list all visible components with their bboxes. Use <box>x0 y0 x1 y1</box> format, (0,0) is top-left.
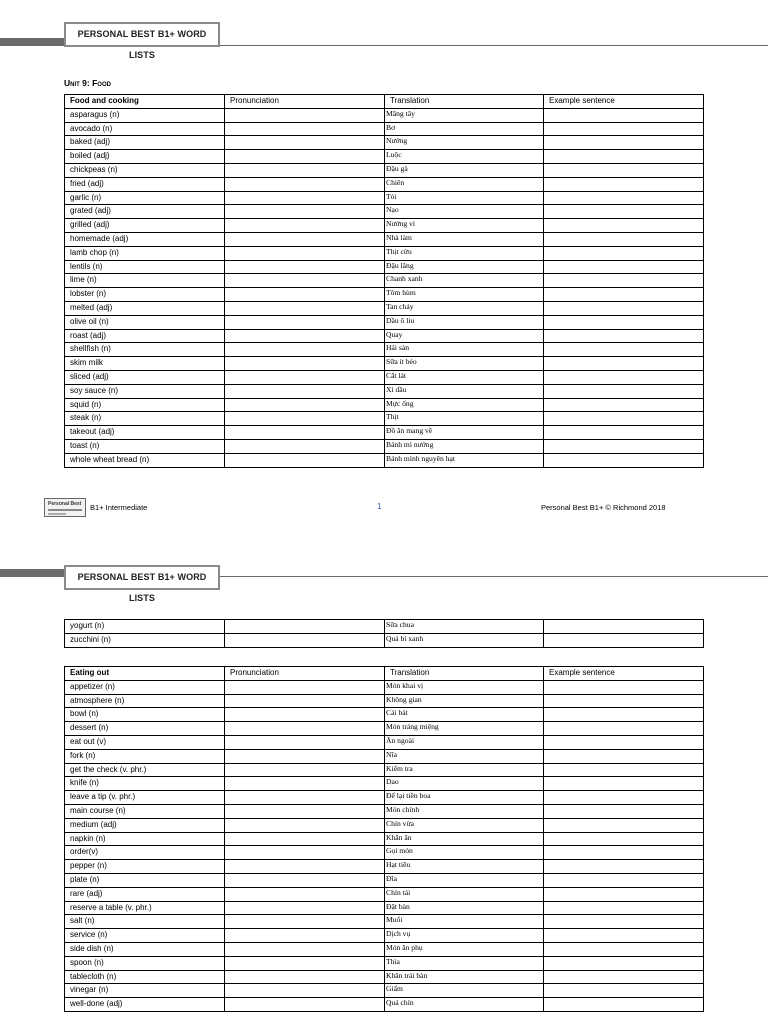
table-row <box>65 832 704 846</box>
word-cell: well-done (adj) <box>65 998 225 1012</box>
word-cell: spoon (n) <box>65 956 225 970</box>
word-cell: baked (adj) <box>65 136 225 150</box>
table-row <box>65 694 704 708</box>
column-header-translation: Translation <box>385 95 544 109</box>
word-cell: lobster (n) <box>65 288 225 302</box>
example-sentence-cell <box>544 246 704 260</box>
word-cell: melted (adj) <box>65 301 225 315</box>
example-sentence-cell <box>544 357 704 371</box>
translation-cell: Khăn trải bàn <box>385 970 544 984</box>
word-cell: lentils (n) <box>65 260 225 274</box>
example-sentence-cell <box>544 970 704 984</box>
pronunciation-cell <box>225 370 385 384</box>
table-row <box>65 163 704 177</box>
table-row <box>65 219 704 233</box>
example-sentence-cell <box>544 370 704 384</box>
example-sentence-cell <box>544 343 704 357</box>
logo-text: Personal Best <box>48 501 82 507</box>
pronunciation-cell <box>225 301 385 315</box>
table-row <box>65 274 704 288</box>
table-row <box>65 749 704 763</box>
example-sentence-cell <box>544 846 704 860</box>
table-row <box>65 929 704 943</box>
example-sentence-cell <box>544 384 704 398</box>
word-cell: service (n) <box>65 929 225 943</box>
translation-cell: Món chính <box>385 804 544 818</box>
translation-cell: Món tráng miệng <box>385 722 544 736</box>
translation-cell: Sữa ít béo <box>385 357 544 371</box>
example-sentence-cell <box>544 956 704 970</box>
table-row <box>65 384 704 398</box>
example-sentence-cell <box>544 274 704 288</box>
column-header-word: Eating out <box>65 667 225 681</box>
translation-cell: Quá chín <box>385 998 544 1012</box>
pronunciation-cell <box>225 998 385 1012</box>
example-sentence-cell <box>544 633 704 647</box>
table-row <box>65 453 704 467</box>
word-cell: shellfish (n) <box>65 343 225 357</box>
example-sentence-cell <box>544 873 704 887</box>
example-sentence-cell <box>544 191 704 205</box>
translation-cell: Để lại tiền boa <box>385 791 544 805</box>
word-cell: medium (adj) <box>65 818 225 832</box>
page-title: PERSONAL BEST B1+ WORD LISTS <box>64 22 220 47</box>
example-sentence-cell <box>544 818 704 832</box>
example-sentence-cell <box>544 301 704 315</box>
translation-cell: Cắt lát <box>385 370 544 384</box>
pronunciation-cell <box>225 163 385 177</box>
example-sentence-cell <box>544 232 704 246</box>
example-sentence-cell <box>544 832 704 846</box>
translation-cell: Bánh mì nướng <box>385 439 544 453</box>
translation-cell: Xì dầu <box>385 384 544 398</box>
example-sentence-cell <box>544 288 704 302</box>
word-cell: fork (n) <box>65 749 225 763</box>
pronunciation-cell <box>225 832 385 846</box>
pronunciation-cell <box>225 929 385 943</box>
translation-cell: Gọi món <box>385 846 544 860</box>
translation-cell: Dịch vụ <box>385 929 544 943</box>
word-cell: steak (n) <box>65 412 225 426</box>
word-cell: salt (n) <box>65 915 225 929</box>
word-cell: knife (n) <box>65 777 225 791</box>
table-row <box>65 288 704 302</box>
example-sentence-cell <box>544 205 704 219</box>
example-sentence-cell <box>544 453 704 467</box>
word-cell: get the check (v. phr.) <box>65 763 225 777</box>
word-cell: lime (n) <box>65 274 225 288</box>
table-row <box>65 956 704 970</box>
word-cell: lamb chop (n) <box>65 246 225 260</box>
table-row <box>65 260 704 274</box>
translation-cell: Không gian <box>385 694 544 708</box>
column-header-pronunciation: Pronunciation <box>225 95 385 109</box>
table-row <box>65 122 704 136</box>
translation-cell: Bơ <box>385 122 544 136</box>
example-sentence-cell <box>544 412 704 426</box>
translation-cell: Chiên <box>385 177 544 191</box>
example-sentence-cell <box>544 329 704 343</box>
pronunciation-cell <box>225 136 385 150</box>
translation-cell: Tan chảy <box>385 301 544 315</box>
pronunciation-cell <box>225 357 385 371</box>
example-sentence-cell <box>544 929 704 943</box>
pronunciation-cell <box>225 620 385 634</box>
word-cell: side dish (n) <box>65 942 225 956</box>
example-sentence-cell <box>544 136 704 150</box>
example-sentence-cell <box>544 620 704 634</box>
example-sentence-cell <box>544 901 704 915</box>
pronunciation-cell <box>225 232 385 246</box>
word-cell: eat out (v) <box>65 735 225 749</box>
pronunciation-cell <box>225 970 385 984</box>
translation-cell: Luộc <box>385 150 544 164</box>
table-row <box>65 860 704 874</box>
word-cell: olive oil (n) <box>65 315 225 329</box>
example-sentence-cell <box>544 915 704 929</box>
example-sentence-cell <box>544 735 704 749</box>
word-cell: dessert (n) <box>65 722 225 736</box>
pronunciation-cell <box>225 122 385 136</box>
example-sentence-cell <box>544 177 704 191</box>
translation-cell: Thịt cừu <box>385 246 544 260</box>
translation-cell: Bánh mình nguyên hạt <box>385 453 544 467</box>
pronunciation-cell <box>225 343 385 357</box>
example-sentence-cell <box>544 984 704 998</box>
translation-cell: Chín tái <box>385 887 544 901</box>
word-cell: reserve a table (v. phr.) <box>65 901 225 915</box>
word-cell: appetizer (n) <box>65 680 225 694</box>
word-cell: order(v) <box>65 846 225 860</box>
translation-cell: Món ăn phụ <box>385 942 544 956</box>
pronunciation-cell <box>225 860 385 874</box>
pronunciation-cell <box>225 426 385 440</box>
example-sentence-cell <box>544 777 704 791</box>
word-cell: skim milk <box>65 357 225 371</box>
logo-stripe-short <box>48 513 66 515</box>
pronunciation-cell <box>225 260 385 274</box>
example-sentence-cell <box>544 315 704 329</box>
pronunciation-cell <box>225 453 385 467</box>
example-sentence-cell <box>544 219 704 233</box>
translation-cell: Sữa chua <box>385 620 544 634</box>
word-cell: bowl (n) <box>65 708 225 722</box>
pronunciation-cell <box>225 984 385 998</box>
example-sentence-cell <box>544 998 704 1012</box>
food-and-cooking-table <box>64 94 704 468</box>
pronunciation-cell <box>225 439 385 453</box>
word-cell: avocado (n) <box>65 122 225 136</box>
pronunciation-cell <box>225 315 385 329</box>
table-row <box>65 680 704 694</box>
translation-cell: Nướng vỉ <box>385 219 544 233</box>
column-header-example: Example sentence <box>544 667 704 681</box>
pronunciation-cell <box>225 412 385 426</box>
word-cell: roast (adj) <box>65 329 225 343</box>
table-row <box>65 232 704 246</box>
example-sentence-cell <box>544 887 704 901</box>
translation-cell: Măng tây <box>385 108 544 122</box>
translation-cell: Nướng <box>385 136 544 150</box>
logo-stripe <box>48 509 82 511</box>
pronunciation-cell <box>225 108 385 122</box>
translation-cell: Đồ ăn mang về <box>385 426 544 440</box>
translation-cell: Dầu ô liu <box>385 315 544 329</box>
pronunciation-cell <box>225 915 385 929</box>
translation-cell: Đậu gà <box>385 163 544 177</box>
translation-cell: Nạo <box>385 205 544 219</box>
pronunciation-cell <box>225 150 385 164</box>
pronunciation-cell <box>225 633 385 647</box>
pronunciation-cell <box>225 749 385 763</box>
example-sentence-cell <box>544 791 704 805</box>
word-cell: napkin (n) <box>65 832 225 846</box>
footer-level: B1+ Intermediate <box>90 503 148 512</box>
word-cell: chickpeas (n) <box>65 163 225 177</box>
page-title-2: PERSONAL BEST B1+ WORD LISTS <box>64 565 220 590</box>
word-cell: leave a tip (v. phr.) <box>65 791 225 805</box>
pronunciation-cell <box>225 791 385 805</box>
pronunciation-cell <box>225 818 385 832</box>
table-row <box>65 873 704 887</box>
table-row <box>65 791 704 805</box>
pronunciation-cell <box>225 219 385 233</box>
pronunciation-cell <box>225 191 385 205</box>
example-sentence-cell <box>544 122 704 136</box>
table-row <box>65 150 704 164</box>
table-row <box>65 177 704 191</box>
word-cell: atmosphere (n) <box>65 694 225 708</box>
eating-out-table <box>64 666 704 1012</box>
word-cell: takeout (adj) <box>65 426 225 440</box>
word-cell: squid (n) <box>65 398 225 412</box>
pronunciation-cell <box>225 680 385 694</box>
word-cell: zucchini (n) <box>65 633 225 647</box>
table-row <box>65 343 704 357</box>
word-cell: rare (adj) <box>65 887 225 901</box>
translation-cell: Khăn ăn <box>385 832 544 846</box>
translation-cell: Quả bí xanh <box>385 633 544 647</box>
pronunciation-cell <box>225 846 385 860</box>
table-row <box>65 108 704 122</box>
translation-cell: Đậu lăng <box>385 260 544 274</box>
personal-best-logo <box>44 498 86 517</box>
pronunciation-cell <box>225 329 385 343</box>
word-cell: fried (adj) <box>65 177 225 191</box>
pronunciation-cell <box>225 246 385 260</box>
table-row <box>65 915 704 929</box>
table-row <box>65 426 704 440</box>
table-row <box>65 315 704 329</box>
table-row <box>65 301 704 315</box>
example-sentence-cell <box>544 150 704 164</box>
translation-cell: Hạt tiêu <box>385 860 544 874</box>
table-row <box>65 329 704 343</box>
translation-cell: Giấm <box>385 984 544 998</box>
example-sentence-cell <box>544 694 704 708</box>
word-cell: toast (n) <box>65 439 225 453</box>
word-cell: pepper (n) <box>65 860 225 874</box>
word-cell: sliced (adj) <box>65 370 225 384</box>
example-sentence-cell <box>544 804 704 818</box>
table-row <box>65 735 704 749</box>
translation-cell: Tôm hùm <box>385 288 544 302</box>
footer-copyright: Personal Best B1+ © Richmond 2018 <box>541 503 666 512</box>
example-sentence-cell <box>544 763 704 777</box>
table-row <box>65 708 704 722</box>
table-row <box>65 763 704 777</box>
translation-cell: Đặt bàn <box>385 901 544 915</box>
table-row <box>65 136 704 150</box>
pronunciation-cell <box>225 942 385 956</box>
translation-cell: Chín vừa <box>385 818 544 832</box>
pronunciation-cell <box>225 398 385 412</box>
food-continued-table <box>64 619 704 648</box>
translation-cell: Hải sản <box>385 343 544 357</box>
table-row <box>65 633 704 647</box>
word-cell: grilled (adj) <box>65 219 225 233</box>
pronunciation-cell <box>225 777 385 791</box>
pronunciation-cell <box>225 901 385 915</box>
translation-cell: Món khai vị <box>385 680 544 694</box>
column-header-example: Example sentence <box>544 95 704 109</box>
translation-cell: Muối <box>385 915 544 929</box>
word-cell: soy sauce (n) <box>65 384 225 398</box>
word-cell: garlic (n) <box>65 191 225 205</box>
table-row <box>65 942 704 956</box>
example-sentence-cell <box>544 163 704 177</box>
example-sentence-cell <box>544 260 704 274</box>
pronunciation-cell <box>225 274 385 288</box>
table-row <box>65 205 704 219</box>
translation-cell: Dao <box>385 777 544 791</box>
table-row <box>65 998 704 1012</box>
pronunciation-cell <box>225 804 385 818</box>
column-header-word: Food and cooking <box>65 95 225 109</box>
table-row <box>65 370 704 384</box>
table-row <box>65 357 704 371</box>
page-footer <box>0 498 768 518</box>
unit-title: Unit 9: Food <box>64 78 111 88</box>
table-row <box>65 722 704 736</box>
example-sentence-cell <box>544 749 704 763</box>
table-row <box>65 984 704 998</box>
translation-cell: Nhà làm <box>385 232 544 246</box>
word-cell: tablecloth (n) <box>65 970 225 984</box>
word-cell: homemade (adj) <box>65 232 225 246</box>
table-header-row <box>65 667 704 681</box>
table-row <box>65 412 704 426</box>
example-sentence-cell <box>544 680 704 694</box>
pronunciation-cell <box>225 873 385 887</box>
translation-cell: Mực ống <box>385 398 544 412</box>
pronunciation-cell <box>225 384 385 398</box>
page-number: 1 <box>377 502 382 511</box>
translation-cell: Thịt <box>385 412 544 426</box>
pronunciation-cell <box>225 708 385 722</box>
table-header-row <box>65 95 704 109</box>
translation-cell: Cái bát <box>385 708 544 722</box>
translation-cell: Kiểm tra <box>385 763 544 777</box>
table-row <box>65 246 704 260</box>
pronunciation-cell <box>225 735 385 749</box>
word-cell: boiled (adj) <box>65 150 225 164</box>
translation-cell: Thìa <box>385 956 544 970</box>
pronunciation-cell <box>225 288 385 302</box>
word-cell: whole wheat bread (n) <box>65 453 225 467</box>
translation-cell: Đĩa <box>385 873 544 887</box>
word-cell: vinegar (n) <box>65 984 225 998</box>
pronunciation-cell <box>225 887 385 901</box>
example-sentence-cell <box>544 108 704 122</box>
pronunciation-cell <box>225 722 385 736</box>
table-row <box>65 804 704 818</box>
word-cell: asparagus (n) <box>65 108 225 122</box>
table-row <box>65 818 704 832</box>
pronunciation-cell <box>225 177 385 191</box>
table-row <box>65 777 704 791</box>
example-sentence-cell <box>544 942 704 956</box>
column-header-pronunciation: Pronunciation <box>225 667 385 681</box>
table-row <box>65 970 704 984</box>
table-row <box>65 620 704 634</box>
example-sentence-cell <box>544 426 704 440</box>
example-sentence-cell <box>544 860 704 874</box>
pronunciation-cell <box>225 956 385 970</box>
word-cell: plate (n) <box>65 873 225 887</box>
table-row <box>65 901 704 915</box>
translation-cell: Nĩa <box>385 749 544 763</box>
table-row <box>65 439 704 453</box>
example-sentence-cell <box>544 722 704 736</box>
example-sentence-cell <box>544 398 704 412</box>
table-row <box>65 887 704 901</box>
pronunciation-cell <box>225 205 385 219</box>
word-cell: main course (n) <box>65 804 225 818</box>
column-header-translation: Translation <box>385 667 544 681</box>
translation-cell: Tỏi <box>385 191 544 205</box>
translation-cell: Chanh xanh <box>385 274 544 288</box>
word-cell: grated (adj) <box>65 205 225 219</box>
translation-cell: Quay <box>385 329 544 343</box>
example-sentence-cell <box>544 708 704 722</box>
pronunciation-cell <box>225 763 385 777</box>
word-cell: yogurt (n) <box>65 620 225 634</box>
translation-cell: Ăn ngoài <box>385 735 544 749</box>
table-row <box>65 191 704 205</box>
table-row <box>65 846 704 860</box>
table-row <box>65 398 704 412</box>
pronunciation-cell <box>225 694 385 708</box>
example-sentence-cell <box>544 439 704 453</box>
